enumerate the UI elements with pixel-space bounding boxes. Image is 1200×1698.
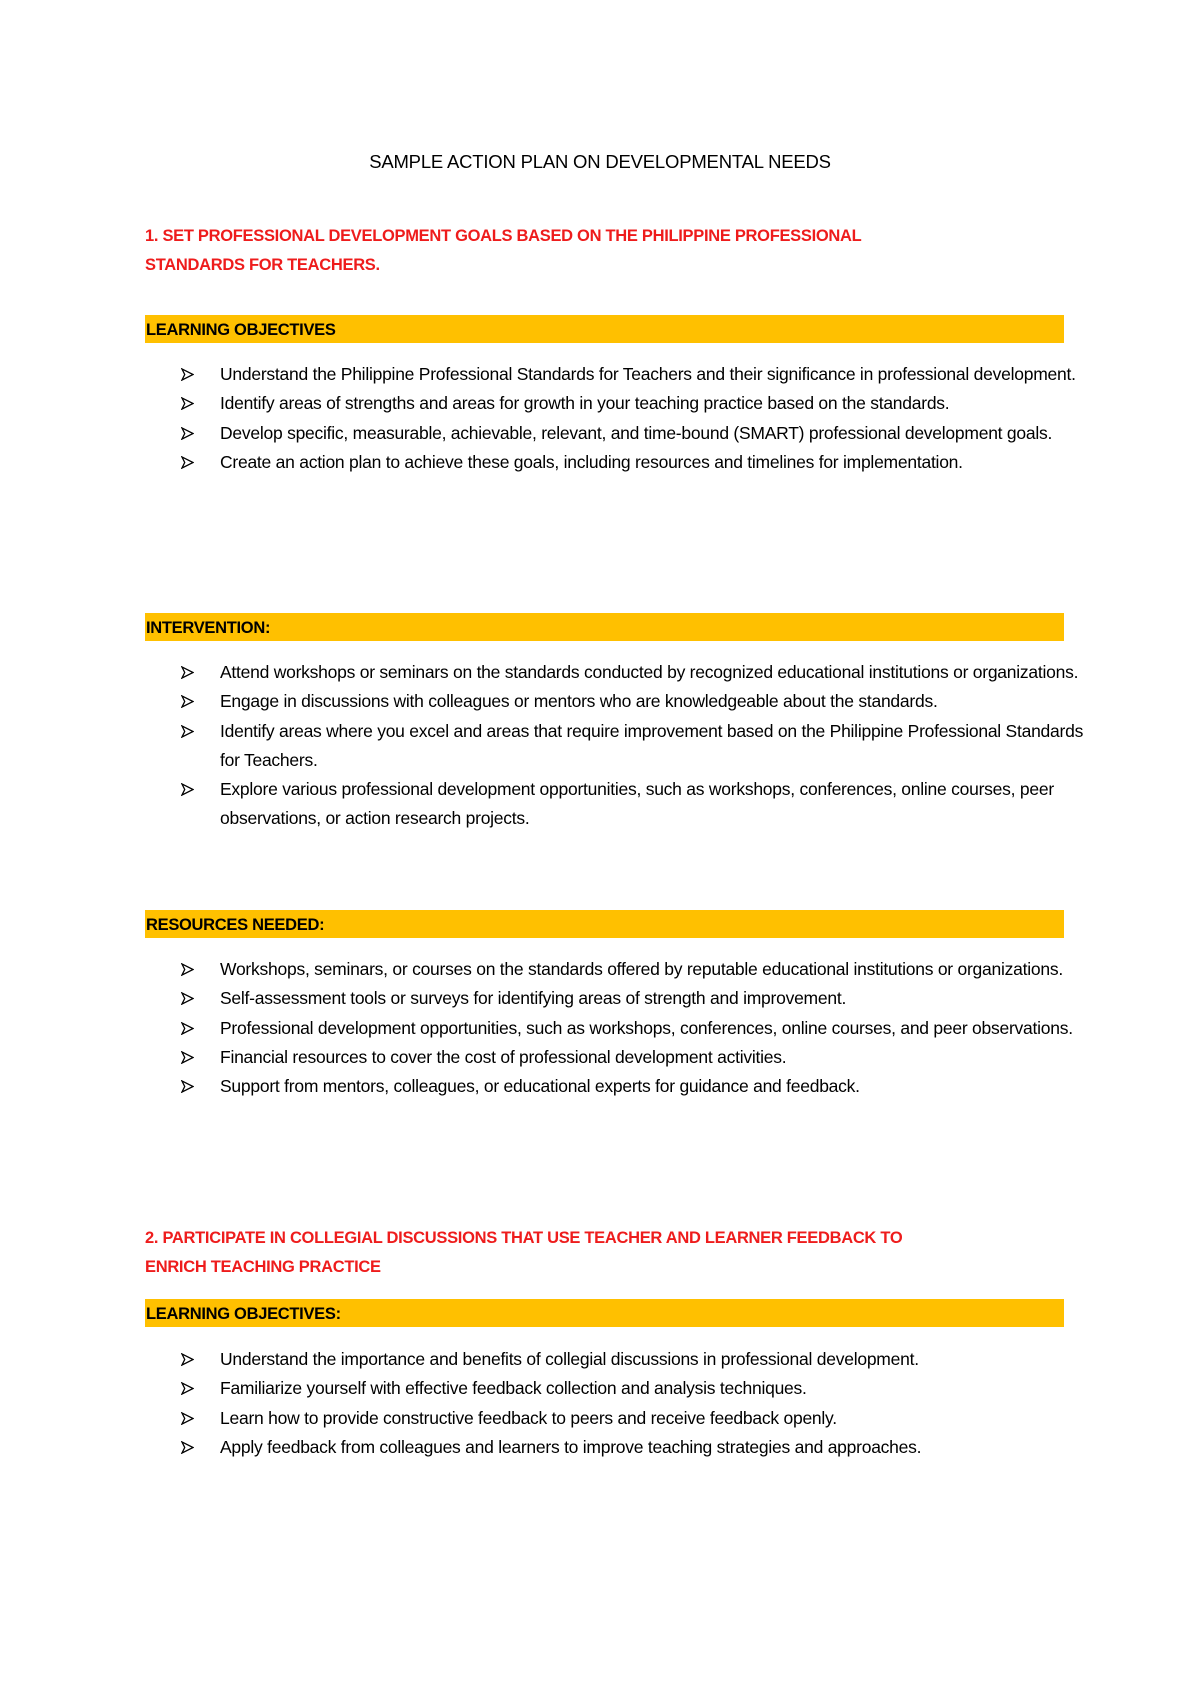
arrowhead-bullet-icon	[181, 427, 194, 440]
bullet-text: Develop specific, measurable, achievable, relevant, and time-bound (SMART) professional development goals.	[220, 422, 1053, 443]
document-title: SAMPLE ACTION PLAN ON DEVELOPMENTAL NEEDS	[369, 151, 831, 172]
bullet-item	[145, 1072, 1085, 1101]
bullet-item	[145, 1014, 1085, 1043]
arrowhead-bullet-icon	[181, 368, 194, 381]
arrowhead-bullet-icon	[181, 1022, 194, 1035]
section-1-intervention-label: INTERVENTION:	[145, 613, 1064, 641]
bullet-item	[145, 984, 1085, 1013]
bullet-item	[145, 658, 1085, 687]
bullet-item	[145, 389, 1085, 418]
arrowhead-bullet-icon	[181, 992, 194, 1005]
bullet-text: Self-assessment tools or surveys for identifying areas of strength and improvement.	[220, 988, 847, 1009]
section-1-objectives-label: LEARNING OBJECTIVES	[145, 315, 1064, 343]
bullet-item	[145, 360, 1085, 389]
section-2-objectives-label: LEARNING OBJECTIVES:	[145, 1299, 1064, 1327]
arrowhead-bullet-icon	[181, 1353, 194, 1366]
section-1-heading	[145, 222, 1065, 280]
arrowhead-bullet-icon	[181, 1080, 194, 1093]
bullet-text: Workshops, seminars, or courses on the standards offered by reputable educational institutions or organizations.	[220, 959, 1063, 979]
bullet-text: Familiarize yourself with effective feedback collection and analysis techniques.	[220, 1378, 807, 1399]
section-2-heading-line-1: 2. PARTICIPATE IN COLLEGIAL DISCUSSIONS THAT USE TEACHER AND LEARNER FEEDBACK TO	[145, 1229, 903, 1247]
bullet-text: Attend workshops or seminars on the standards conducted by recognized educational institutions or organizations.	[220, 662, 1079, 682]
arrowhead-bullet-icon	[181, 666, 194, 679]
section-1-intervention-list	[145, 658, 1085, 834]
arrowhead-bullet-icon	[181, 1382, 194, 1395]
bullet-item	[145, 687, 1085, 716]
bullet-item	[145, 1345, 1085, 1374]
section-1-heading-line-1: 1. SET PROFESSIONAL DEVELOPMENT GOALS BASED ON THE PHILIPPINE PROFESSIONAL	[145, 227, 862, 245]
section-1-objectives-list	[145, 360, 1085, 477]
bullet-text: Learn how to provide constructive feedback to peers and receive feedback openly.	[220, 1407, 837, 1428]
section-2-heading	[145, 1224, 1065, 1282]
arrowhead-bullet-icon	[181, 1441, 194, 1454]
bullet-item	[145, 1374, 1085, 1403]
bullet-text: Financial resources to cover the cost of professional development activities.	[220, 1046, 787, 1067]
bullet-text: Identify areas of strengths and areas for growth in your teaching practice based on the standards.	[220, 393, 950, 414]
bullet-item	[145, 419, 1085, 448]
bullet-text: Identify areas where you excel and areas that require improvement based on the Philippine Professional Standards for Teachers.	[220, 720, 1084, 770]
bullet-item	[145, 717, 1085, 776]
section-1-resources-list	[145, 955, 1085, 1101]
section-2-objectives-list	[145, 1345, 1085, 1462]
arrowhead-bullet-icon	[181, 963, 194, 976]
bullet-text: Engage in discussions with colleagues or mentors who are knowledgeable about the standards.	[220, 691, 938, 712]
section-1-resources-label: RESOURCES NEEDED:	[145, 910, 1064, 938]
bullet-item	[145, 775, 1085, 834]
arrowhead-bullet-icon	[181, 1412, 194, 1425]
section-1-heading-line-2: STANDARDS FOR TEACHERS.	[145, 256, 380, 274]
bullet-item	[145, 1043, 1085, 1072]
arrowhead-bullet-icon	[181, 695, 194, 708]
bullet-text: Understand the importance and benefits of collegial discussions in professional development.	[220, 1349, 919, 1369]
bullet-item	[145, 1404, 1085, 1433]
arrowhead-bullet-icon	[181, 397, 194, 410]
bullet-text: Create an action plan to achieve these goals, including resources and timelines for implementation.	[220, 451, 963, 472]
arrowhead-bullet-icon	[181, 725, 194, 738]
bullet-item	[145, 1433, 1085, 1462]
bullet-item	[145, 955, 1085, 984]
arrowhead-bullet-icon	[181, 783, 194, 796]
arrowhead-bullet-icon	[181, 456, 194, 469]
bullet-text: Apply feedback from colleagues and learners to improve teaching strategies and approaches.	[220, 1436, 922, 1457]
arrowhead-bullet-icon	[181, 1051, 194, 1064]
section-2-heading-line-2: ENRICH TEACHING PRACTICE	[145, 1258, 381, 1276]
bullet-text: Support from mentors, colleagues, or educational experts for guidance and feedback.	[220, 1076, 860, 1097]
bullet-text: Professional development opportunities, such as workshops, conferences, online courses, and peer observations.	[220, 1017, 1073, 1038]
bullet-text: Understand the Philippine Professional Standards for Teachers and their significance in professional development.	[220, 364, 1076, 384]
bullet-item	[145, 448, 1085, 477]
bullet-text: Explore various professional development opportunities, such as workshops, conferences, online courses, peer observations, or action research projects.	[220, 779, 1054, 829]
